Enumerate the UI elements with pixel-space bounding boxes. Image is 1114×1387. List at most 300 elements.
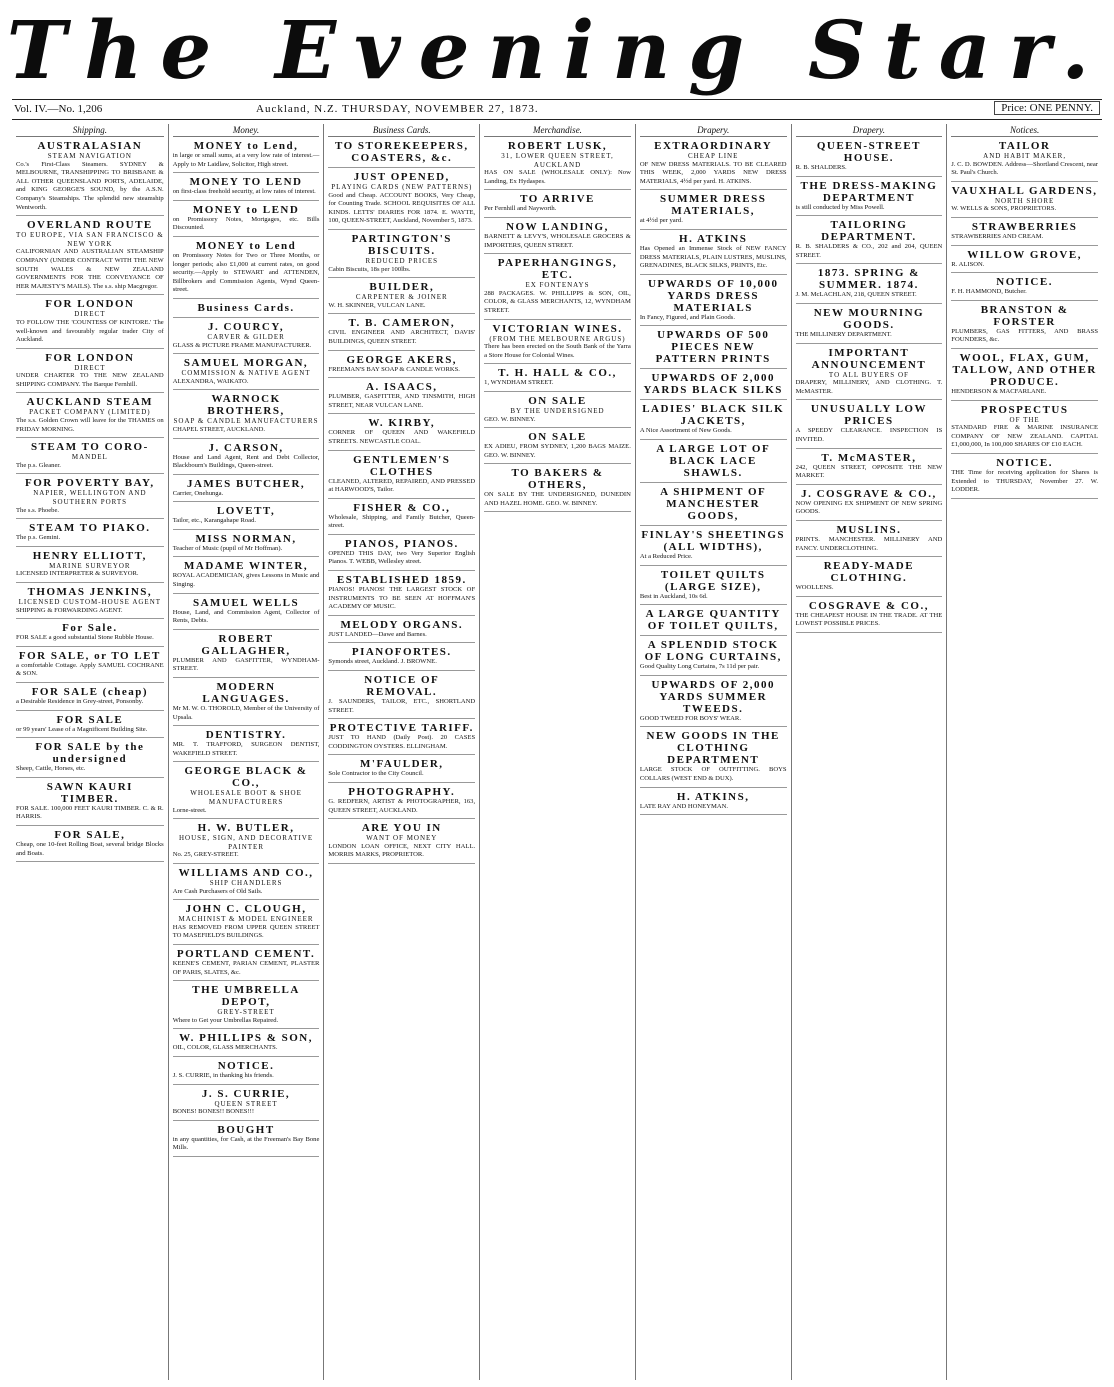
- advertisement-body: The s.s. Golden Crown will leave for the THAMES on FRIDAY MORNING.: [16, 417, 164, 433]
- advertisement-title: FOR POVERTY BAY,: [25, 477, 155, 490]
- advertisement-body: LARGE STOCK OF OUTFITTING. BOYS COLLARS (WEST END & DUX).: [639, 766, 787, 782]
- advertisement-body: LATE RAY AND HONEYMAN.: [639, 802, 729, 810]
- advertisement: [328, 281, 475, 314]
- advertisement-body: a comfortable Cottage. Apply SAMUEL COCHRANE & SON.: [16, 661, 164, 678]
- advertisement-title: MODERN LANGUAGES.: [202, 681, 290, 706]
- advertisement: [796, 267, 943, 304]
- advertisement-body: PIANOS! PIANOS! THE LARGEST STOCK OF INSTRUMENTS TO BE SEEN AT HOFFMAN'S ACADEMY OF MUSIC.: [328, 586, 476, 611]
- advertisement: [484, 257, 631, 319]
- advertisement: [16, 829, 164, 862]
- advertisement: [640, 730, 787, 787]
- column-2: [168, 124, 324, 1380]
- advertisement: [16, 622, 164, 647]
- advertisement-title: NOTICE.: [996, 456, 1053, 469]
- advertisement: [640, 140, 787, 190]
- advertisement-body: At a Reduced Price.: [639, 552, 693, 560]
- advertisement-body: Cheap, one 10-feet Rolling Boat, several bridge Blocks and Boats.: [16, 840, 164, 857]
- advertisement: [640, 329, 787, 369]
- advertisement: [173, 1124, 320, 1157]
- column-heading: Shipping.: [16, 124, 164, 137]
- advertisement: [173, 903, 320, 945]
- advertisement-title: Business Cards.: [197, 301, 295, 314]
- advertisement-body: 1, WYNDHAM STREET.: [484, 379, 554, 387]
- top-rule: [12, 99, 1102, 100]
- advertisement: [484, 323, 631, 365]
- advertisement-title: TO BAKERS & OTHERS,: [511, 467, 604, 492]
- advertisement: [173, 1032, 320, 1057]
- advertisement-subtitle: CHEAP LINE: [688, 152, 739, 160]
- advertisement-body: GEO. W. BINNEY.: [484, 415, 536, 423]
- advertisement-body: House, Land, and Commission Agent, Collector of Rents, Debts.: [172, 608, 320, 625]
- advertisement-body: ON SALE BY THE UNDERSIGNED, DUNEDIN AND HAZEL HOME. GEO. W. BINNEY.: [484, 491, 631, 507]
- advertisement-body: or 99 years' Lease of a Magnificent Building Site.: [16, 725, 148, 733]
- advertisement: [16, 298, 164, 348]
- advertisement-title: ROBERT GALLAGHER,: [201, 632, 291, 657]
- advertisement-title: THE UMBRELLA DEPOT,: [192, 984, 300, 1009]
- advertisement-title: BRANSTON & FORSTER: [980, 303, 1069, 328]
- masthead: [0, 0, 1114, 96]
- advertisement-title: A LARGE QUANTITY OF TOILET QUILTS,: [645, 608, 781, 633]
- advertisement-title: J. COSGRAVE & CO.,: [801, 487, 937, 500]
- advertisement-title: AUSTRALASIAN: [37, 140, 143, 152]
- advertisement-body: CORNER OF QUEEN AND WAKEFIELD STREETS. NEWCASTLE COAL.: [328, 429, 476, 445]
- advertisement-body: Co.'s First-Class Steamers. SYDNEY & MELBOURNE, TRANSHIPPING TO BRISBANE & ALL OTHER QUEENSLAND PORTS, ADELAIDE, and KING GEORGE'S SOUND, by the A.S.N. Company's Steamships. The splendid new steamship Wentworth.: [16, 160, 164, 211]
- advertisement-title: SAMUEL WELLS: [192, 596, 300, 609]
- advertisement-subtitle: TO EUROPE, VIA SAN FRANCISCO & NEW YORK: [16, 231, 164, 248]
- advertisement-body: No. 25, GREY-STREET.: [172, 851, 239, 859]
- advertisement: [173, 560, 320, 593]
- advertisement-title: STEAM TO CORO-: [30, 441, 149, 454]
- advertisement: [796, 560, 943, 597]
- advertisement: [16, 140, 164, 216]
- column-7: [946, 124, 1102, 1380]
- advertisement: [173, 681, 320, 726]
- advertisement-body: STRAWBERRIES AND CREAM.: [951, 232, 1044, 240]
- advertisement-subtitle: SOAP & CANDLE MANUFACTURERS: [173, 417, 319, 426]
- advertisement-title: VAUXHALL GARDENS,: [951, 184, 1098, 197]
- advertisement: [640, 278, 787, 327]
- advertisement-title: MUSLINS.: [836, 523, 902, 536]
- advertisement-subtitle: DIRECT: [74, 363, 106, 372]
- advertisement-title: FOR SALE: [56, 713, 124, 726]
- advertisement: [16, 441, 164, 474]
- advertisement: [173, 633, 320, 678]
- advertisement-title: FOR SALE (cheap): [31, 685, 148, 698]
- advertisement-body: on first-class freehold security, at low rates of interest.: [172, 188, 316, 196]
- advertisement-body: CALIFORNIAN AND AUSTRALIAN STEAMSHIP COMPANY (UNDER CONTRACT WITH THE NEW SOUTH WALES & NEW ZEALAND GOVERNMENTS FOR THE CONVEYANCE OF HER MAJESTY'S MAILS). The s.s. ship Macgregor.: [16, 248, 164, 290]
- advertisement: [16, 522, 164, 547]
- advertisement-body: MR. T. TRAFFORD, SURGEON DENTIST, WAKEFIELD STREET.: [172, 741, 320, 757]
- advertisement-body: in any quantities, for Cash, at the Freeman's Bay Bone Mills.: [172, 1135, 320, 1152]
- advertisement-body: PRINTS. MANCHESTER. MILLINERY AND FANCY. UNDERCLOTHING.: [795, 535, 943, 552]
- advertisement-body: A Nice Assortment of New Goods.: [639, 427, 732, 435]
- advertisement: [484, 431, 631, 464]
- advertisement-body: J. S. CURRIE, in thanking his friends.: [172, 1071, 274, 1079]
- advertisement-title: UPWARDS OF 2,000 YARDS BLACK SILKS: [643, 372, 783, 397]
- advertisement-body: JUST TO HAND (Daily Post). 20 CASES CODDINGTON OYSTERS. ELLINGHAM.: [328, 734, 476, 750]
- advertisement-body: J. SAUNDERS, TAILOR, ETC., SHORTLAND STREET.: [328, 698, 476, 714]
- advertisement-title: PIANOS, PIANOS.: [344, 537, 459, 550]
- advertisement-title: J. CARSON,: [208, 441, 284, 454]
- advertisement: [16, 352, 164, 394]
- advertisement-title: MONEY TO LEND: [189, 176, 303, 189]
- advertisement-title: A SHIPMENT OF MANCHESTER GOODS,: [660, 485, 767, 522]
- advertisement-title: FOR SALE, or TO LET: [18, 649, 161, 662]
- advertisement: [951, 404, 1098, 454]
- advertisement-title: H. W. BUTLER,: [197, 822, 295, 835]
- advertisement-subtitle: MANDEL: [71, 453, 108, 462]
- advertisement: [484, 367, 631, 392]
- advertisement-title: PAPERHANGINGS, ETC.: [497, 257, 618, 282]
- advertisement-title: MADAME WINTER,: [184, 560, 309, 573]
- advertisement-body: Teacher of Music (pupil of Mr Hoffman).: [172, 544, 283, 552]
- advertisement-subtitle: REDUCED PRICES: [365, 256, 439, 265]
- advertisement-body: FOR SALE. 100,000 FEET KAURI TIMBER. C. & R. HARRIS.: [16, 804, 164, 821]
- advertisement: [951, 221, 1098, 246]
- column-3: [323, 124, 479, 1380]
- advertisement: [173, 533, 320, 558]
- advertisement-title: H. ATKINS: [679, 232, 748, 245]
- advertisement-title: T. B. CAMERON,: [348, 317, 456, 330]
- advertisement-body: UNDER CHARTER TO THE NEW ZEALAND SHIPPING COMPANY. The Barque Fernhill.: [16, 372, 164, 388]
- advertisement: [640, 486, 787, 526]
- advertisement-title: T. H. HALL & CO.,: [498, 367, 617, 380]
- advertisement: [796, 347, 943, 401]
- advertisement: [640, 608, 787, 636]
- advertisement-body: Are Cash Purchasers of Old Sails.: [172, 887, 263, 895]
- advertisement-body: Wholesale, Shipping, and Family Butcher, Queen-street.: [328, 513, 476, 530]
- advertisement: [796, 140, 943, 177]
- advertisement: [173, 822, 320, 864]
- column-1: [12, 124, 168, 1380]
- advertisement: [173, 984, 320, 1029]
- advertisement-title: PARTINGTON'S BISCUITS.: [351, 232, 452, 257]
- advertisement-body: There has been erected on the South Bank of the Yarra a Store House for Colonial Wines.: [484, 343, 631, 359]
- advertisement-body: R. B. SHALDERS.: [795, 164, 847, 171]
- advertisement-title: BOUGHT: [217, 1123, 275, 1136]
- advertisement-body: KEENE'S CEMENT, PARIAN CEMENT, PLASTER OF PARIS, SLATES, &c.: [172, 959, 320, 976]
- advertisement-subtitle: WANT OF MONEY: [366, 834, 438, 843]
- advertisement-subtitle: COMMISSION & NATIVE AGENT: [181, 369, 311, 378]
- advertisement-body: R. B. SHALDERS & CO., 202 and 204, QUEEN STREET.: [795, 243, 943, 259]
- advertisement-title: NEW MOURNING GOODS.: [813, 306, 925, 331]
- advertisement-title: GEORGE BLACK & CO.,: [184, 765, 308, 790]
- advertisement: [484, 193, 631, 218]
- advertisement-title: STEAM TO PIAKO.: [29, 522, 151, 535]
- advertisement-body: LONDON LOAN OFFICE, NEXT CITY HALL. MORRIS MARKS, PROPRIETOR.: [328, 842, 476, 859]
- advertisement-title: WILLIAMS AND CO.,: [178, 866, 314, 879]
- advertisement-body: Has Opened an Immense Stock of NEW FANCY DRESS MATERIALS, PLAIN LUSTRES, MUSLINS, GRENADINES, BLACK SILKS, PRINTS, Etc.: [639, 244, 787, 270]
- columns-container: [12, 124, 1102, 1380]
- advertisement-title: HENRY ELLIOTT,: [32, 549, 147, 562]
- advertisement: [328, 758, 475, 783]
- advertisement-body: F. H. HAMMOND, Butcher.: [951, 288, 1027, 296]
- advertisement-body: Mr M. W. O. THOROLD, Member of the University of Upsala.: [172, 705, 320, 721]
- advertisement-title: LADIES' BLACK SILK JACKETS,: [642, 403, 785, 428]
- advertisement-body: LICENSED INTERPRETER & SURVEYOR.: [16, 570, 139, 578]
- advertisement-body: 288 PACKAGES. W. PHILLIPPS & SON, OIL, COLOR, & GLASS MERCHANTS, 12, WYNDHAM STREET.: [484, 289, 631, 314]
- advertisement-body: PLUMBER, GASFITTER, AND TINSMITH, HIGH STREET, NEAR VULCAN LANE.: [328, 393, 476, 409]
- advertisement-subtitle: CARPENTER & JOINER: [355, 293, 448, 302]
- advertisement: [328, 538, 475, 571]
- advertisement: [796, 180, 943, 217]
- advertisement-title: NEW GOODS IN THE CLOTHING DEPARTMENT: [646, 730, 780, 767]
- advertisement: [173, 729, 320, 762]
- advertisement: [951, 185, 1098, 218]
- advertisement-body: Per Fernhill and Nayworth.: [484, 205, 557, 213]
- advertisement-title: ESTABLISHED 1859.: [336, 574, 467, 587]
- advertisement-title: WOOL, FLAX, GUM, TALLOW, AND OTHER PRODUCE.: [952, 351, 1097, 388]
- advertisement-body: Good Quality Long Curtains, 7s 11d per pair.: [639, 663, 760, 671]
- advertisement-title: TO ARRIVE: [520, 193, 595, 206]
- advertisement: [328, 317, 475, 350]
- advertisement-body: PLUMBERS, GAS FITTERS, AND BRASS FOUNDERS, &c.: [951, 327, 1098, 344]
- advertisement-title: NOTICE.: [217, 1059, 275, 1072]
- advertisement-title: PROTECTIVE TARIFF.: [329, 722, 474, 735]
- advertisement: [640, 639, 787, 676]
- advertisement: [640, 791, 787, 816]
- advertisement-subtitle: SHIP CHANDLERS: [209, 878, 283, 887]
- advertisement-title: EXTRAORDINARY: [654, 140, 773, 152]
- advertisement: [16, 714, 164, 739]
- advertisement: [640, 233, 787, 275]
- advertisement-title: W. PHILLIPS & SON,: [179, 1032, 313, 1045]
- advertisement-body: Where to Get your Umbrellas Repaired.: [172, 1016, 279, 1024]
- advertisement: [796, 403, 943, 448]
- advertisement: [16, 586, 164, 619]
- advertisement-body: CIVIL ENGINEER AND ARCHITECT, DAVIS' BUILDINGS, QUEEN STREET.: [328, 329, 476, 345]
- advertisement-title: BUILDER,: [369, 281, 435, 294]
- advertisement-body: Best in Auckland, 10s 6d.: [639, 592, 708, 600]
- advertisement: [173, 867, 320, 900]
- advertisement: [640, 443, 787, 483]
- advertisement-body: JUST LANDED—Dawe and Barnes.: [328, 630, 427, 638]
- advertisement-title: W. KIRBY,: [368, 417, 436, 430]
- advertisement: [173, 204, 320, 237]
- advertisement: [640, 569, 787, 606]
- advertisement-title: T. McMASTER,: [821, 451, 917, 464]
- advertisement-body: CLEANED, ALTERED, REPAIRED, AND PRESSED at HARWOOD'S, Tailor.: [328, 477, 476, 494]
- advertisement: [16, 396, 164, 438]
- advertisement-title: A LARGE LOT OF BLACK LACE SHAWLS.: [656, 442, 771, 479]
- advertisement-title: JUST OPENED,: [353, 171, 450, 183]
- advertisement-title: TOILET QUILTS (LARGE SIZE),: [660, 568, 766, 593]
- advertisement-title: JOHN C. CLOUGH,: [185, 903, 307, 916]
- advertisement: [173, 176, 320, 201]
- advertisement-title: THOMAS JENKINS,: [27, 586, 153, 598]
- advertisement-body: CHAPEL STREET, AUCKLAND.: [172, 425, 266, 433]
- advertisement-body: 242, QUEEN STREET, OPPOSITE THE NEW MARKET.: [795, 463, 943, 480]
- column-4: [479, 124, 635, 1380]
- price-box: Price: ONE PENNY.: [994, 101, 1100, 115]
- issue-date: Auckland, N.Z. THURSDAY, NOVEMBER 27, 1873.: [256, 103, 539, 115]
- advertisement-body: OPENED THIS DAY, two Very Superior English Pianos. T. WEBB, Wellesley street.: [328, 549, 476, 566]
- advertisement: [328, 354, 475, 379]
- advertisement: [640, 193, 787, 230]
- advertisement: [16, 650, 164, 683]
- advertisement: [173, 321, 320, 354]
- advertisement: [796, 219, 943, 264]
- advertisement-title: DENTISTRY.: [205, 729, 287, 742]
- advertisement-body: Sole Contractor to the City Council.: [328, 770, 424, 778]
- advertisement-subtitle: WHOLESALE BOOT & SHOE MANUFACTURERS: [190, 789, 302, 806]
- advertisement-title: READY-MADE CLOTHING.: [823, 560, 915, 585]
- advertisement: [328, 381, 475, 414]
- advertisement-title: SAMUEL MORGAN,: [183, 357, 309, 370]
- advertisement-body: In Fancy, Figured, and Plain Goods.: [639, 313, 736, 321]
- advertisement-title: NOTICE OF REMOVAL.: [364, 674, 440, 699]
- advertisement-title: ARE YOU IN: [361, 822, 442, 835]
- advertisement: [484, 140, 631, 190]
- advertisement-body: W. H. SKINNER, VULCAN LANE.: [328, 301, 426, 309]
- advertisement-body: Cabin Biscuits, 18s per 100lbs.: [328, 265, 411, 273]
- advertisement-body: G. REDFERN, ARTIST & PHOTOGRAPHER, 163, QUEEN STREET, AUCKLAND.: [328, 798, 476, 814]
- bottom-rule: [12, 119, 1102, 120]
- advertisement-title: NOTICE.: [996, 276, 1053, 289]
- advertisement-title: OVERLAND ROUTE: [26, 219, 153, 232]
- advertisement: [173, 393, 320, 438]
- advertisement-body: THE CHEAPEST HOUSE IN THE TRADE. AT THE LOWEST POSSIBLE PRICES.: [795, 611, 943, 628]
- column-heading: Business Cards.: [328, 124, 475, 137]
- advertisement-title: J. COURCY,: [208, 320, 285, 333]
- advertisement-title: TO STOREKEEPERS, COASTERS, &c.: [334, 140, 469, 164]
- advertisement: [173, 1088, 320, 1121]
- advertisement-body: W. WELLS & SONS, PROPRIETORS.: [951, 205, 1057, 213]
- advertisement: [796, 307, 943, 344]
- advertisement: [640, 679, 787, 728]
- advertisement-title: GEORGE AKERS,: [346, 353, 458, 366]
- advertisement-body: GOOD TWEED FOR BOYS' WEAR.: [639, 714, 741, 722]
- advertisement-subtitle: MARINE SURVEYOR: [49, 561, 131, 570]
- advertisement-title: TAILOR: [998, 140, 1051, 152]
- advertisement-title: NOW LANDING,: [506, 220, 609, 233]
- advertisement-body: J. M. McLACHLAN, 218, QUEEN STREET.: [795, 291, 917, 299]
- advertisement: [484, 467, 631, 512]
- advertisement-body: STANDARD FIRE & MARINE INSURANCE COMPANY OF NEW ZEALAND. CAPITAL £1,000,000, In 100,000 SHARES OF £10 EACH.: [951, 424, 1098, 449]
- advertisement-subtitle: (FROM THE MELBOURNE ARGUS): [489, 334, 626, 343]
- advertisement: [796, 524, 943, 557]
- advertisement-body: R. ALISON.: [951, 260, 985, 268]
- advertisement: [328, 822, 475, 864]
- advertisement-subtitle: CARVER & GILDER: [207, 332, 285, 341]
- advertisement-title: MONEY to LEND: [192, 203, 300, 216]
- advertisement-subtitle: STEAM NAVIGATION: [47, 152, 132, 160]
- advertisement-title: ON SALE: [528, 431, 587, 444]
- advertisement-body: NOW OPENING EX SHIPMENT OF NEW SPRING GOODS.: [795, 499, 943, 516]
- advertisement-body: The s.s. Phoebe.: [16, 506, 60, 514]
- advertisement: [328, 502, 475, 535]
- advertisement-body: Sheep, Cattle, Horses, etc.: [16, 765, 86, 773]
- advertisement-body: FOR SALE a good substantial Stone Rubble House.: [16, 634, 154, 642]
- column-heading: Drapery.: [796, 124, 943, 137]
- advertisement-body: THE MILLINERY DEPARTMENT.: [795, 330, 892, 338]
- advertisement: [640, 403, 787, 440]
- advertisement-title: A. ISAACS,: [366, 381, 438, 394]
- advertisement: [328, 140, 475, 168]
- advertisement-title: PIANOFORTES.: [351, 646, 452, 659]
- advertisement-body: in large or small sums, at a very low rate of interest.—Apply to Mr Laidlaw, Solicitor, High street.: [172, 152, 320, 168]
- advertisement: [328, 454, 475, 499]
- advertisement: [951, 140, 1098, 182]
- advertisement-title: SUMMER DRESS MATERIALS,: [660, 193, 767, 218]
- column-6: [791, 124, 947, 1380]
- advertisement-body: HAS ON SALE (WHOLESALE ONLY): Now Landing, Ex Hydaspes.: [484, 169, 631, 185]
- advertisement-title: MONEY to Lend: [195, 239, 297, 252]
- advertisement: [173, 948, 320, 981]
- advertisement-body: HENDERSON & MACFARLANE.: [951, 387, 1047, 395]
- advertisement-title: H. ATKINS,: [676, 790, 750, 803]
- advertisement-body: Good and Cheap. ACCOUNT BOOKS, Very Cheap, for Counting Trade. SCHOOL REQUISITES OF ALL KINDS. LETTS' DIARIES FOR 1874. E. WAYTE, 100, QUEEN-STREET, Auckland, November 5, 1873.: [328, 191, 476, 225]
- advertisement: [951, 276, 1098, 301]
- advertisement: [16, 477, 164, 519]
- advertisement: [173, 302, 320, 318]
- column-heading: Merchandise.: [484, 124, 631, 137]
- advertisement-title: IMPORTANT ANNOUNCEMENT: [811, 346, 927, 371]
- advertisement-title: MELODY ORGANS.: [340, 618, 464, 631]
- advertisement-title: UPWARDS OF 2,000 YARDS SUMMER TWEEDS.: [651, 678, 775, 715]
- advertisement-title: GENTLEMEN'S CLOTHES: [353, 453, 451, 478]
- advertisement-body: SHIPPING & FORWARDING AGENT.: [16, 606, 123, 614]
- advertisement: [328, 674, 475, 719]
- advertisement-title: MONEY to Lend,: [193, 140, 299, 152]
- advertisement-title: FINLAY'S SHEETINGS (ALL WIDTHS),: [641, 528, 786, 553]
- advertisement-body: The p.s. Gleaner.: [16, 461, 61, 469]
- advertisement: [640, 529, 787, 566]
- column-heading: Money.: [173, 124, 320, 137]
- advertisement: [173, 442, 320, 475]
- advertisement-title: ROBERT LUSK,: [507, 140, 608, 152]
- advertisement: [796, 488, 943, 521]
- advertisement-body: at 4½d per yard.: [639, 217, 683, 225]
- advertisement-title: FOR LONDON: [45, 298, 135, 311]
- advertisement-title: M'FAULDER,: [360, 758, 444, 771]
- advertisement-title: JAMES BUTCHER,: [186, 477, 306, 490]
- advertisement: [173, 1060, 320, 1085]
- advertisement: [173, 765, 320, 819]
- advertisement-body: ROYAL ACADEMICIAN, gives Lessons in Music and Singing.: [172, 572, 320, 589]
- advertisement-body: A SPEEDY CLEARANCE. INSPECTION IS INVITED.: [795, 427, 943, 443]
- column-heading: Notices.: [951, 124, 1098, 137]
- advertisement-body: OIL, COLOR, GLASS MERCHANTS.: [172, 1044, 278, 1052]
- advertisement-title: UNUSUALLY LOW PRICES: [810, 403, 927, 428]
- advertisement: [16, 686, 164, 711]
- advertisement: [173, 505, 320, 530]
- advertisement-title: For Sale.: [62, 622, 118, 635]
- advertisement: [484, 221, 631, 254]
- advertisement-title: UPWARDS OF 10,000 YARDS DRESS MATERIALS: [647, 277, 779, 314]
- advertisement-body: House and Land Agent, Rent and Debt Collector, Blackbourn's Buildings, Queen-street.: [172, 453, 320, 470]
- advertisement-body: BARNETT & LEVY'S, WHOLESALE GROCERS & IMPORTERS, QUEEN STREET.: [484, 232, 631, 249]
- advertisement-body: Lorne-street.: [172, 806, 207, 814]
- advertisement-body: on Promissory Notes, Mortgages, etc. Bills Discounted.: [172, 215, 320, 232]
- advertisement-title: UPWARDS OF 500 PIECES NEW PATTERN PRINTS: [655, 329, 771, 366]
- advertisement-title: QUEEN-STREET HOUSE.: [816, 140, 922, 164]
- advertisement: [16, 219, 164, 295]
- advertisement-title: COSGRAVE & CO.,: [808, 599, 929, 612]
- advertisement-subtitle: DIRECT: [74, 310, 106, 319]
- advertisement-title: WILLOW GROVE,: [967, 248, 1082, 261]
- advertisement-subtitle: EX FONTENAYS: [525, 281, 590, 290]
- advertisement-title: FOR LONDON: [45, 351, 135, 364]
- advertisement: [16, 741, 164, 778]
- advertisement: [173, 140, 320, 173]
- advertisement: [16, 550, 164, 583]
- advertisement: [328, 722, 475, 755]
- advertisement: [640, 372, 787, 400]
- advertisement-body: The p.s. Gemini.: [16, 534, 61, 542]
- advertisement-title: J. S. CURRIE,: [201, 1087, 291, 1100]
- advertisement: [328, 786, 475, 819]
